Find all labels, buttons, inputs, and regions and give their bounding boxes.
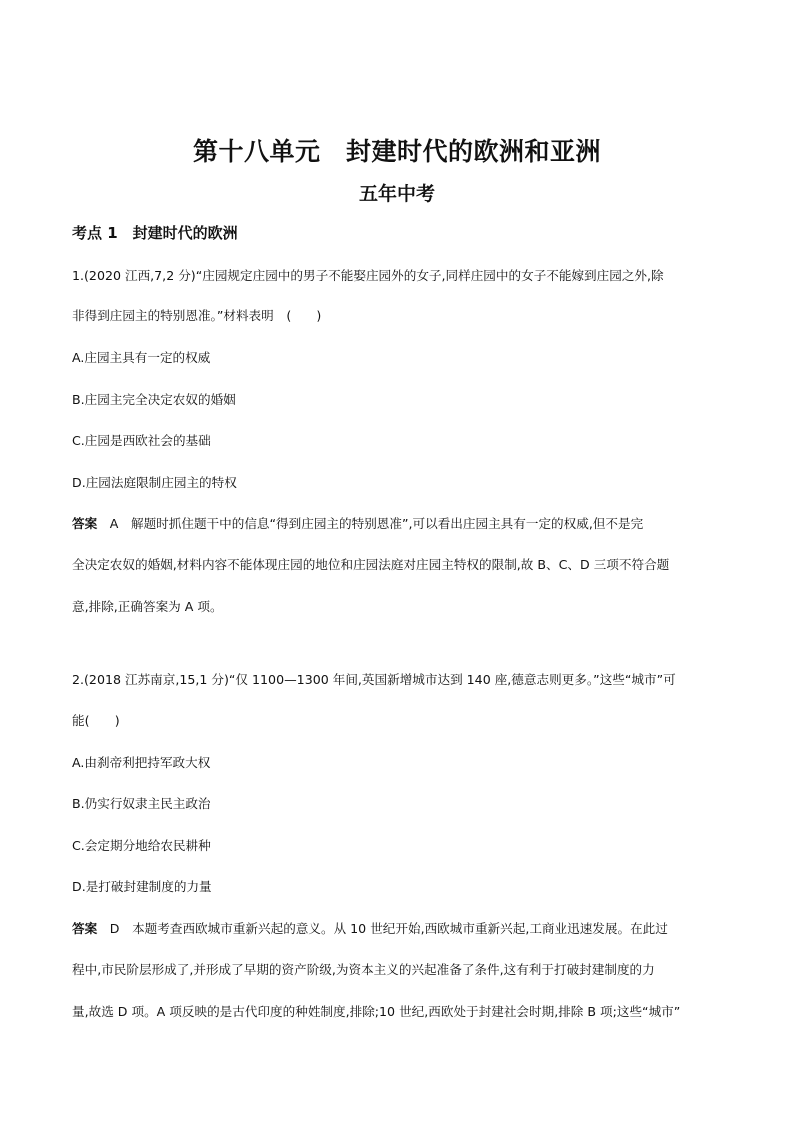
q2-answer-line-3: 量,故选 D 项。A 项反映的是古代印度的种姓制度,排除;10 世纪,西欧处于封建社会时期,排除 B 项;这些“城市” — [72, 1004, 681, 1019]
q1-option-c: C.庄园是西欧社会的基础 — [72, 433, 211, 448]
q1-answer-text-1: A 解题时抓住题干中的信息“得到庄园主的特别恩准”,可以看出庄园主具有一定的权威,但不是完 — [97, 516, 644, 531]
q1-option-a: A.庄园主具有一定的权威 — [72, 350, 211, 365]
q2-answer-line-2: 程中,市民阶层形成了,并形成了早期的资产阶级,为资本主义的兴起准备了条件,这有利于打破封建制度的力 — [72, 962, 655, 977]
section-heading: 考点 1 封建时代的欧洲 — [72, 224, 238, 242]
q2-option-b: B.仍实行奴隶主民主政治 — [72, 796, 211, 811]
q1-answer-line-2: 全决定农奴的婚姻,材料内容不能体现庄园的地位和庄园法庭对庄园主特权的限制,故 B、C、D 三项不符合题 — [72, 557, 670, 572]
q2-option-a: A.由刹帝利把持军政大权 — [72, 755, 211, 770]
q1-stem-line-1: 1.(2020 江西,7,2 分)“庄园规定庄园中的男子不能娶庄园外的女子,同样庄园中的女子不能嫁到庄园之外,除 — [72, 268, 664, 283]
page-subtitle: 五年中考 — [358, 183, 435, 205]
q2-stem-line-2: 能( ) — [72, 713, 120, 728]
q1-answer-line-1 — [72, 514, 724, 534]
q2-option-d: D.是打破封建制度的力量 — [72, 879, 212, 894]
q2-stem-line-1: 2.(2018 江苏南京,15,1 分)“仅 1100—1300 年间,英国新增城市达到 140 座,德意志则更多。”这些“城市”可 — [72, 672, 676, 687]
q2-answer-text-1: D 本题考查西欧城市重新兴起的意义。从 10 世纪开始,西欧城市重新兴起,工商业迅速发展。在此过 — [97, 921, 668, 936]
page-title: 第十八单元 封建时代的欧洲和亚洲 — [192, 137, 601, 166]
q1-answer-label: 答案 — [72, 516, 98, 531]
q2-answer-label: 答案 — [72, 921, 98, 936]
q2-answer-line-1 — [72, 919, 724, 939]
q1-answer-line-3: 意,排除,正确答案为 A 项。 — [72, 599, 223, 614]
q1-option-b: B.庄园主完全决定农奴的婚姻 — [72, 392, 236, 407]
q1-option-d: D.庄园法庭限制庄园主的特权 — [72, 475, 237, 490]
q2-option-c: C.会定期分地给农民耕种 — [72, 838, 211, 853]
q1-stem-line-2: 非得到庄园主的特别恩准。”材料表明 ( ) — [72, 308, 322, 323]
